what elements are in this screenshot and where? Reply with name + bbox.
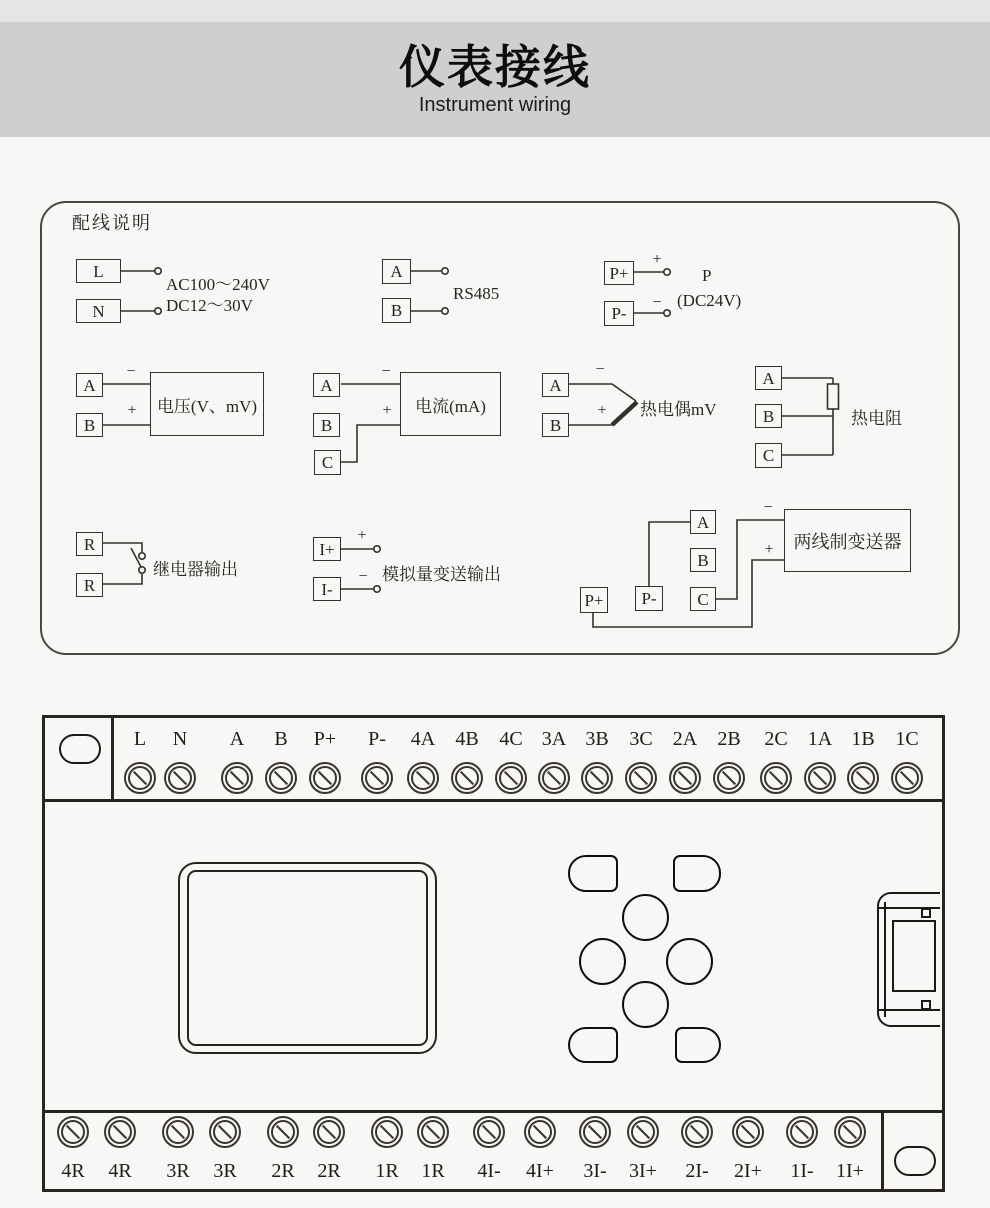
terminal-box-B-tx: B xyxy=(690,548,716,572)
screw-terminal-top-B xyxy=(265,762,297,794)
header-top-band xyxy=(0,0,990,22)
mounting-hole-top-left xyxy=(59,734,101,764)
nav-down-button xyxy=(622,981,669,1028)
screw-terminal-top-2A xyxy=(669,762,701,794)
screw-terminal-bottom-1R xyxy=(417,1116,449,1148)
nav-up-button xyxy=(622,894,669,941)
top-terminal-label-1C: 1C xyxy=(895,728,919,750)
terminal-box-C-tx: C xyxy=(690,587,716,611)
screw-terminal-bottom-2I- xyxy=(681,1116,713,1148)
softkey-top-right xyxy=(673,855,721,892)
screw-terminal-top-1A xyxy=(804,762,836,794)
terminal-box-I-minus: I- xyxy=(313,577,341,601)
analog-minus-mark: − xyxy=(358,568,368,585)
connector-flange-line xyxy=(884,902,886,1017)
top-left-compartment-divider xyxy=(111,718,114,799)
terminal-box-P-minus: P- xyxy=(604,301,634,326)
screw-terminal-top-2C xyxy=(760,762,792,794)
display-window xyxy=(187,870,428,1046)
side-connector xyxy=(877,892,940,1027)
top-terminal-label-N: N xyxy=(172,728,188,750)
terminal-box-A-voltage: A xyxy=(76,373,103,397)
terminal-box-R1: R xyxy=(76,532,103,556)
bottom-terminal-label-3R: 3R xyxy=(213,1160,237,1182)
screw-terminal-top-2B xyxy=(713,762,745,794)
screw-terminal-bottom-4R xyxy=(104,1116,136,1148)
bottom-terminal-label-1R: 1R xyxy=(421,1160,445,1182)
screw-terminal-top-N xyxy=(164,762,196,794)
supply-dc24v-label: (DC24V) xyxy=(677,291,742,310)
supply-minus-mark: − xyxy=(652,294,662,311)
analog-plus-mark: + xyxy=(357,527,367,544)
terminal-box-A-rtd: A xyxy=(755,366,782,390)
softkey-bottom-right xyxy=(675,1027,721,1063)
screw-terminal-top-4B xyxy=(451,762,483,794)
terminal-box-C-current: C xyxy=(314,450,341,475)
terminal-box-B-rtd: B xyxy=(755,404,782,428)
current-minus-mark: − xyxy=(381,363,391,380)
bottom-terminal-label-3I+: 3I+ xyxy=(629,1160,657,1182)
screw-terminal-bottom-4I- xyxy=(473,1116,505,1148)
top-terminal-label-4C: 4C xyxy=(499,728,523,750)
top-terminal-label-A: A xyxy=(229,728,245,750)
screw-terminal-top-4C xyxy=(495,762,527,794)
terminal-box-P-plus-tx: P+ xyxy=(580,587,608,613)
terminal-box-A-current: A xyxy=(313,373,340,397)
bottom-terminal-label-1I-: 1I- xyxy=(790,1160,814,1182)
terminal-box-P-minus-tx: P- xyxy=(635,586,663,611)
terminal-box-A-tx: A xyxy=(690,510,716,534)
voltage-plus-mark: + xyxy=(127,402,137,419)
screw-terminal-bottom-3I+ xyxy=(627,1116,659,1148)
terminal-box-I-plus: I+ xyxy=(313,537,341,561)
screw-terminal-top-P- xyxy=(361,762,393,794)
screw-terminal-bottom-3R xyxy=(162,1116,194,1148)
softkey-top-left xyxy=(568,855,618,892)
terminal-box-A-tc: A xyxy=(542,373,569,397)
bottom-right-compartment-divider xyxy=(881,1112,884,1189)
screw-terminal-bottom-2R xyxy=(267,1116,299,1148)
top-terminal-label-2C: 2C xyxy=(764,728,788,750)
tx-minus-mark: − xyxy=(763,499,773,516)
voltage-input-box: 电压(V、mV) xyxy=(150,372,264,436)
analog-output-label: 模拟量变送输出 xyxy=(382,565,501,584)
terminal-box-A-rs485: A xyxy=(382,259,411,284)
screw-terminal-bottom-1R xyxy=(371,1116,403,1148)
screw-terminal-bottom-3R xyxy=(209,1116,241,1148)
bottom-terminal-label-2I+: 2I+ xyxy=(734,1160,762,1182)
connector-notch-bottom xyxy=(921,1000,931,1010)
nav-left-button xyxy=(579,938,626,985)
connector-notch-top xyxy=(921,908,931,918)
nav-right-button xyxy=(666,938,713,985)
terminal-box-B-tc: B xyxy=(542,413,569,437)
top-terminal-label-L: L xyxy=(133,728,147,750)
supply-plus-mark: + xyxy=(652,251,662,268)
power-ac-label: AC100～240V xyxy=(166,275,270,294)
bottom-terminal-label-4I+: 4I+ xyxy=(526,1160,554,1182)
current-plus-mark: + xyxy=(382,402,392,419)
top-terminal-label-3B: 3B xyxy=(585,728,609,750)
bottom-terminal-label-1I+: 1I+ xyxy=(836,1160,864,1182)
top-terminal-label-B: B xyxy=(274,728,288,750)
top-terminal-label-4B: 4B xyxy=(455,728,479,750)
screw-terminal-top-3B xyxy=(581,762,613,794)
page-title: 仪表接线 xyxy=(399,41,591,93)
top-terminal-label-2B: 2B xyxy=(717,728,741,750)
rtd-label: 热电阻 xyxy=(851,409,902,428)
top-terminal-label-1A: 1A xyxy=(807,728,833,750)
wiring-panel-title: 配线说明 xyxy=(72,213,152,233)
softkey-bottom-left xyxy=(568,1027,618,1063)
terminal-box-B-current: B xyxy=(313,413,340,437)
voltage-minus-mark: − xyxy=(126,363,136,380)
bottom-terminal-label-1R: 1R xyxy=(375,1160,399,1182)
terminal-box-L: L xyxy=(76,259,121,283)
screw-terminal-top-1B xyxy=(847,762,879,794)
connector-slot xyxy=(892,920,936,992)
terminal-box-N: N xyxy=(76,299,121,323)
terminal-box-P-plus: P+ xyxy=(604,261,634,285)
bottom-terminal-label-3I-: 3I- xyxy=(583,1160,607,1182)
header-band xyxy=(0,22,990,137)
top-terminal-label-2A: 2A xyxy=(672,728,698,750)
terminal-box-B-rs485: B xyxy=(382,298,411,323)
bottom-terminal-label-2R: 2R xyxy=(271,1160,295,1182)
screw-terminal-bottom-4R xyxy=(57,1116,89,1148)
top-terminal-label-3A: 3A xyxy=(541,728,567,750)
top-terminal-label-1B: 1B xyxy=(851,728,875,750)
top-terminal-label-3C: 3C xyxy=(629,728,653,750)
screw-terminal-top-P+ xyxy=(309,762,341,794)
tc-plus-mark: + xyxy=(597,402,607,419)
screw-terminal-bottom-3I- xyxy=(579,1116,611,1148)
bottom-strip-divider xyxy=(45,1110,942,1113)
thermocouple-label: 热电偶mV xyxy=(640,400,717,419)
current-input-box: 电流(mA) xyxy=(400,372,501,436)
bottom-terminal-label-4R: 4R xyxy=(108,1160,132,1182)
terminal-box-R2: R xyxy=(76,573,103,597)
power-dc-label: DC12～30V xyxy=(166,296,253,315)
screw-terminal-top-4A xyxy=(407,762,439,794)
bottom-terminal-label-3R: 3R xyxy=(166,1160,190,1182)
bottom-terminal-label-2R: 2R xyxy=(317,1160,341,1182)
screw-terminal-top-3A xyxy=(538,762,570,794)
screw-terminal-top-L xyxy=(124,762,156,794)
top-terminal-label-4A: 4A xyxy=(410,728,436,750)
relay-output-label: 继电器输出 xyxy=(153,560,238,579)
mounting-hole-bottom-right xyxy=(894,1146,936,1176)
bottom-terminal-label-4I-: 4I- xyxy=(477,1160,501,1182)
screw-terminal-top-1C xyxy=(891,762,923,794)
page-subtitle: Instrument wiring xyxy=(418,94,572,116)
top-terminal-label-P-: P- xyxy=(368,728,386,750)
transmitter-box: 两线制变送器 xyxy=(784,509,911,572)
top-terminal-label-P+: P+ xyxy=(313,728,337,750)
tx-plus-mark: + xyxy=(764,541,774,558)
bottom-terminal-label-2I-: 2I- xyxy=(685,1160,709,1182)
screw-terminal-bottom-1I- xyxy=(786,1116,818,1148)
screw-terminal-bottom-4I+ xyxy=(524,1116,556,1148)
terminal-box-C-rtd: C xyxy=(755,443,782,468)
screw-terminal-bottom-2I+ xyxy=(732,1116,764,1148)
screw-terminal-top-3C xyxy=(625,762,657,794)
screw-terminal-top-A xyxy=(221,762,253,794)
screw-terminal-bottom-1I+ xyxy=(834,1116,866,1148)
screw-terminal-bottom-2R xyxy=(313,1116,345,1148)
top-strip-divider xyxy=(45,799,942,802)
tc-minus-mark: − xyxy=(595,361,605,378)
bottom-terminal-label-4R: 4R xyxy=(61,1160,85,1182)
terminal-box-B-voltage: B xyxy=(76,413,103,437)
supply-p-label: P xyxy=(702,266,712,285)
rs485-label: RS485 xyxy=(453,284,500,303)
